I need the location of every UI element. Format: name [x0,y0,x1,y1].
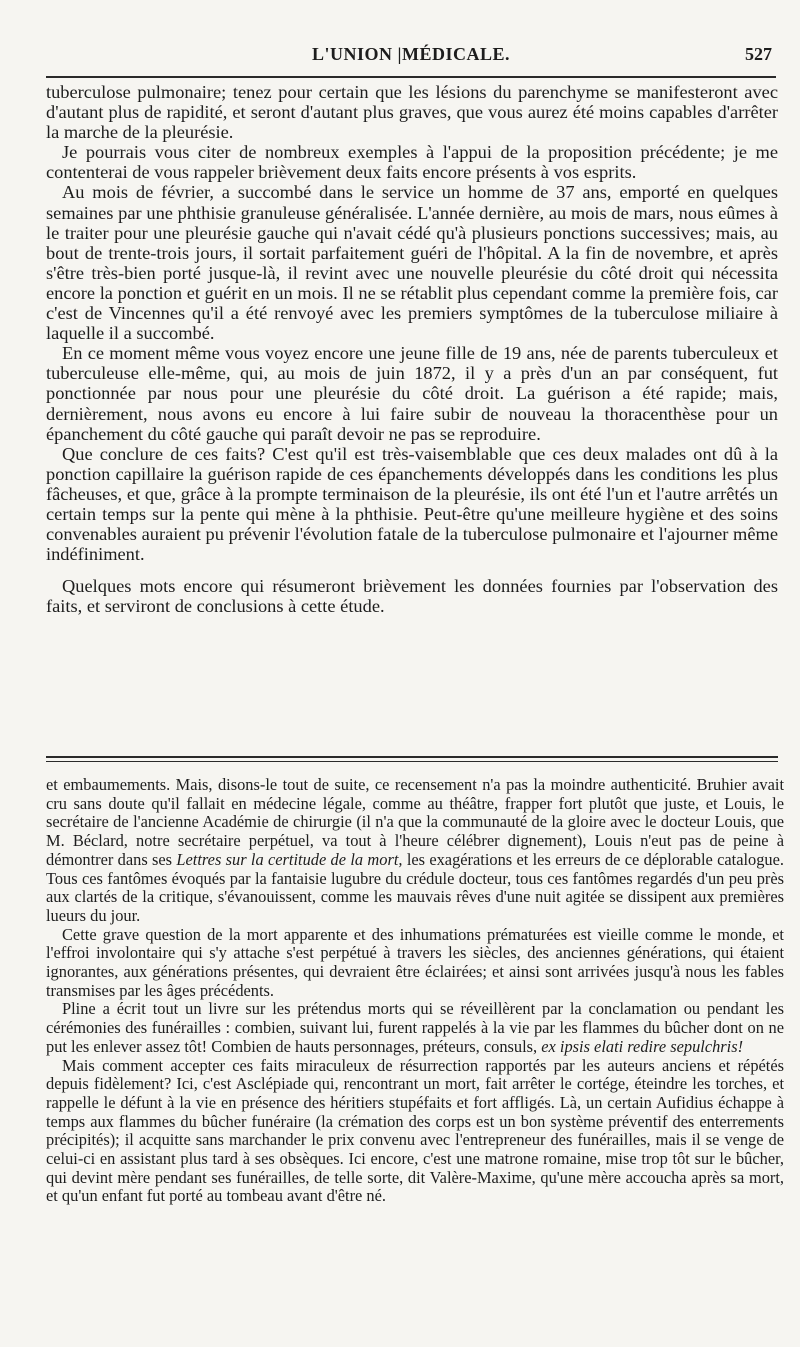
article-paragraph: Au mois de février, a succombé dans le service un homme de 37 ans, emporté en quelques semaines par une phthisie granuleuse généralisée. L'année dernière, au mois de mars, nous eûmes à le traiter pour une pleurésie gauche qui n'avait cédé qu'à plusieurs ponctions successives; mais, au bout de trente-trois jours, il sortait parfaitement guéri de l'hôpital. A la fin de novembre, et après s'être très-bien porté jusque-là, il revint avec une nouvelle pleurésie du côté droit qui nécessita encore la ponction et guérit en un mois. Il ne se rétablit plus cependant comme la première fois, car c'est de Vincennes qu'il a été renvoyé avec les premiers symptômes de la tuberculose miliaire à laquelle il a succombé. [46,182,778,344]
feuilleton-separator-rule [46,756,778,762]
feuilleton-body [46,776,784,1206]
feuilleton-paragraph: Cette grave question de la mort apparente et des inhumations prématurées est vieille comme le monde, et l'effroi involontaire qui s'y attache s'est perpétué à travers les siècles, des anciennes générations, qui étaient ignorantes, aux générations présentes, qui devraient être éclairées; et ainsi sont arrivées jusqu'à nous les fables transmises par les âges précédents. [46,924,784,1000]
feuilleton-paragraph [46,1000,784,1056]
latin-quote: ex ipsis elati redire sepulchris! [541,1036,744,1056]
article-paragraph: Que conclure de ces faits? C'est qu'il est très-vaisemblable que ces deux malades ont dû à la ponction capillaire la guérison rapide de ces épanchements développés dans les conditions les plus fâcheuses, et que, grâce à la prompte terminaison de la pleurésie, ils ont été l'un et l'autre arrêtés un certain temps sur la pente qui mène à la phthisie. Peut-être qu'une meilleure hygiène et des soins convenables auraient pu prévenir l'évolution fatale de la tuberculose pulmonaire et l'ajourner même indéfiniment. [46,443,778,565]
feuilleton-text: les exagérations et les erreurs de ce déplorable catalogue. Tous ces fantômes évoqués par la fantaisie lugubre du crédule docteur, tous ces fantômes regardés d'un peu près aux clartés de la critique, s'évanouissent, comme les mauvais rêves d'une nuit agitée se dissipent aux premières lueurs du jour. [46,849,785,925]
feuilleton-text: Pline a écrit tout un livre sur les prétendus morts qui se réveillèrent par la conclamation ou pendant les cérémonies des funérailles : combien, suivant lui, furent rappelés à la vie par les flammes du bûcher dont on ne put les enlever assez tôt! Combien de hauts personnages, préteurs, consuls, [46,999,784,1056]
article-body [46,82,778,616]
header-rule [46,76,776,78]
feuilleton-paragraph [46,776,784,926]
article-paragraph: Quelques mots encore qui résumeront brièvement les données fournies par l'observation des faits, et serviront de conclusions à cette étude. [46,576,778,617]
page-number: 527 [745,44,772,64]
feuilleton-paragraph: Mais comment accepter ces faits miraculeux de résurrection rapportés par les auteurs anciens et répétés depuis fidèlement? Ici, c'est Asclépiade qui, rencontrant un mort, fait arrêter le cortége, éteindre les torches, et rappelle le défunt à la vie en présence des héritiers stupéfaits et fort affligés. Là, un certain Aufidius échappe à temps aux flammes du bûcher funéraire (la crémation des corps est un bon système préventif des enterrements précipités); il acquitte sans marchander le prix convenu avec l'entrepreneur des funérailles, mais il se venge de celui-ci en assistant plus tard à ses obsèques. Ici encore, c'est une matrone romaine, mise trop tôt sur le bûcher, qui devint mère pendant ses funérailles, de telle sorte, dit Valère-Maxime, qu'une mère accoucha après sa mort, et qu'un enfant fut porté au tombeau avant d'être né. [46,1055,784,1206]
running-head: L'UNION |MÉDICALE. [312,44,510,64]
feuilleton-text: et embaumements. Mais, disons-le tout de suite, ce recensement n'a pas la moindre authenticité. Bruhier avait cru sans doute qu'il fallait en médecine légale, comme au théâtre, frapper fort plutôt que juste, et Louis, le secrétaire de l'ancienne Académie de chirurgie (il n'a que la communauté de la gloire avec le docteur Louis, que M. Béclard, notre secrétaire perpétuel, va tout à l'heure célébrer dignement), Louis n'eut pas de peine à démontrer dans ses [46,775,784,869]
article-paragraph: tuberculose pulmonaire; tenez pour certain que les lésions du parenchyme se manifesteront avec d'autant plus de rapidité, et seront d'autant plus graves, que vous aurez été moins capables d'arrêter la marche de la pleurésie. [46,82,778,143]
book-title: Lettres sur la certitude de la mort, [176,849,403,869]
article-paragraph: En ce moment même vous voyez encore une jeune fille de 19 ans, née de parents tuberculeux et tuberculeuse elle-même, qui, au mois de juin 1872, il y a près d'un an par conséquent, fut ponctionnée par nous pour une pleurésie du côté droit. La guérison a été rapide; mais, dernièrement, nous avons eu encore à lui faire subir de nouveau la thoracenthèse pour un épanchement du côté gauche qui paraît devoir ne pas se reproduire. [46,343,778,444]
page-header [46,44,776,72]
article-paragraph: Je pourrais vous citer de nombreux exemples à l'appui de la proposition précédente; je me contenterai de vous rappeler brièvement deux faits encore présents à vos esprits. [46,142,778,183]
